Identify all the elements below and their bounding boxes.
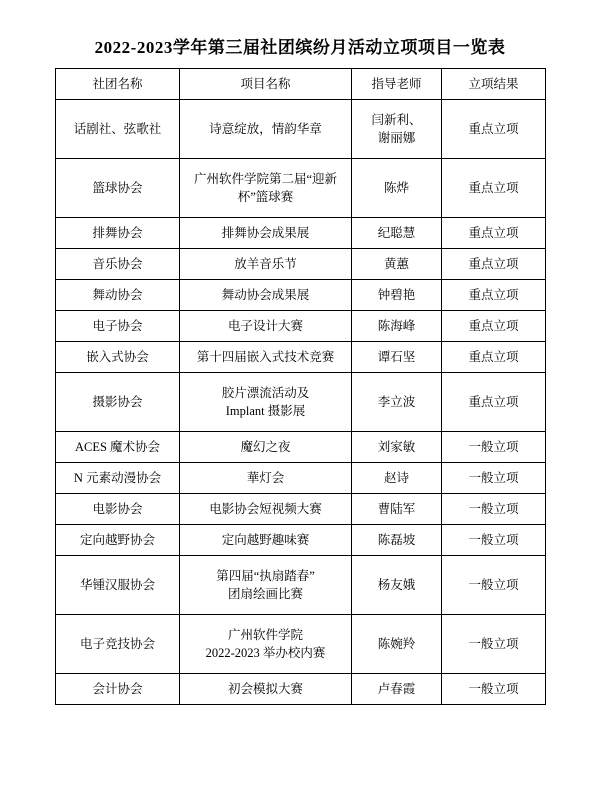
cell-teacher-name: 陈磊坡 bbox=[352, 525, 442, 556]
cell-result: 重点立项 bbox=[442, 218, 546, 249]
cell-project-name: 放羊音乐节 bbox=[180, 249, 352, 280]
cell-club-name: 舞动协会 bbox=[56, 280, 180, 311]
cell-result: 一般立项 bbox=[442, 432, 546, 463]
cell-project-name-line: 胶片漂流活动及 bbox=[221, 385, 310, 400]
table-row bbox=[56, 100, 546, 159]
cell-result: 重点立项 bbox=[442, 373, 546, 432]
cell-result: 一般立项 bbox=[442, 494, 546, 525]
cell-teacher-name: 李立波 bbox=[352, 373, 442, 432]
cell-project-name bbox=[180, 556, 352, 615]
table-row bbox=[56, 342, 546, 373]
cell-club-name: 音乐协会 bbox=[56, 249, 180, 280]
cell-project-name-line: Implant 摄影展 bbox=[225, 404, 306, 419]
table-body bbox=[56, 100, 546, 705]
cell-club-name: 华锺汉服协会 bbox=[56, 556, 180, 615]
cell-result: 一般立项 bbox=[442, 674, 546, 705]
cell-project-name bbox=[180, 373, 352, 432]
cell-club-name: N 元素动漫协会 bbox=[56, 463, 180, 494]
cell-project-name: 电影协会短视频大赛 bbox=[180, 494, 352, 525]
cell-result: 重点立项 bbox=[442, 280, 546, 311]
cell-project-name: 舞动协会成果展 bbox=[180, 280, 352, 311]
cell-club-name: 定向越野协会 bbox=[56, 525, 180, 556]
cell-teacher-name: 纪聪慧 bbox=[352, 218, 442, 249]
column-header-teacher: 指导老师 bbox=[352, 69, 442, 100]
table-row bbox=[56, 463, 546, 494]
cell-club-name: 排舞协会 bbox=[56, 218, 180, 249]
cell-teacher-name: 卢春霞 bbox=[352, 674, 442, 705]
cell-result: 重点立项 bbox=[442, 249, 546, 280]
cell-result: 重点立项 bbox=[442, 342, 546, 373]
cell-project-name-line: 2022-2023 举办校内赛 bbox=[205, 646, 326, 661]
cell-club-name: 会计协会 bbox=[56, 674, 180, 705]
page-title: 2022-2023学年第三届社团缤纷月活动立项项目一览表 bbox=[94, 38, 506, 57]
cell-result: 一般立项 bbox=[442, 463, 546, 494]
column-header-club: 社团名称 bbox=[56, 69, 180, 100]
table-row bbox=[56, 615, 546, 674]
column-header-project: 项目名称 bbox=[180, 69, 352, 100]
cell-teacher-name: 杨友娥 bbox=[352, 556, 442, 615]
cell-club-name: 嵌入式协会 bbox=[56, 342, 180, 373]
table-row bbox=[56, 525, 546, 556]
cell-project-name-line: 杯”篮球赛 bbox=[237, 190, 294, 205]
cell-project-name-line: 广州软件学院第二届“迎新 bbox=[193, 171, 338, 186]
cell-project-name: 魔幻之夜 bbox=[180, 432, 352, 463]
cell-teacher-name: 刘家敏 bbox=[352, 432, 442, 463]
cell-project-name: 电子设计大赛 bbox=[180, 311, 352, 342]
table-row bbox=[56, 280, 546, 311]
cell-teacher-name bbox=[352, 100, 442, 159]
cell-project-name bbox=[180, 159, 352, 218]
cell-teacher-name: 钟碧艳 bbox=[352, 280, 442, 311]
cell-project-name-line: 团扇绘画比赛 bbox=[227, 587, 303, 602]
table-row bbox=[56, 218, 546, 249]
table-row bbox=[56, 373, 546, 432]
cell-project-name-line: 广州软件学院 bbox=[227, 627, 303, 642]
cell-teacher-name: 谭石坚 bbox=[352, 342, 442, 373]
cell-project-name-line: 第四届“执扇踏春” bbox=[216, 568, 315, 583]
cell-result: 重点立项 bbox=[442, 100, 546, 159]
cell-project-name: 第十四届嵌入式技术竞赛 bbox=[180, 342, 352, 373]
cell-teacher-name: 曹陆军 bbox=[352, 494, 442, 525]
table-row bbox=[56, 432, 546, 463]
cell-project-name bbox=[180, 615, 352, 674]
cell-club-name: 电影协会 bbox=[56, 494, 180, 525]
cell-teacher-name-line: 闫新利、 bbox=[371, 112, 422, 127]
cell-result: 一般立项 bbox=[442, 556, 546, 615]
cell-club-name: 篮球协会 bbox=[56, 159, 180, 218]
cell-result: 一般立项 bbox=[442, 615, 546, 674]
cell-project-name: 華灯会 bbox=[180, 463, 352, 494]
cell-teacher-name: 黄蕙 bbox=[352, 249, 442, 280]
cell-club-name: 摄影协会 bbox=[56, 373, 180, 432]
table-row bbox=[56, 159, 546, 218]
cell-project-name: 定向越野趣味赛 bbox=[180, 525, 352, 556]
cell-result: 一般立项 bbox=[442, 525, 546, 556]
cell-club-name: 电子竞技协会 bbox=[56, 615, 180, 674]
cell-teacher-name-line: 谢丽娜 bbox=[377, 131, 416, 146]
cell-club-name: 话剧社、弦歌社 bbox=[56, 100, 180, 159]
cell-result: 重点立项 bbox=[442, 159, 546, 218]
cell-project-name: 诗意绽放，情韵华章 bbox=[180, 100, 352, 159]
column-header-result: 立项结果 bbox=[442, 69, 546, 100]
cell-teacher-name: 赵诗 bbox=[352, 463, 442, 494]
table-row bbox=[56, 674, 546, 705]
cell-project-name: 初会模拟大赛 bbox=[180, 674, 352, 705]
project-list-table bbox=[55, 68, 546, 705]
cell-result: 重点立项 bbox=[442, 311, 546, 342]
cell-teacher-name: 陈烨 bbox=[352, 159, 442, 218]
table-header bbox=[56, 69, 546, 100]
table-row bbox=[56, 494, 546, 525]
cell-project-name: 排舞协会成果展 bbox=[180, 218, 352, 249]
table-row bbox=[56, 249, 546, 280]
table-header-row bbox=[56, 69, 546, 100]
cell-club-name: 电子协会 bbox=[56, 311, 180, 342]
cell-teacher-name: 陈海峰 bbox=[352, 311, 442, 342]
table-row bbox=[56, 556, 546, 615]
cell-club-name: ACES 魔术协会 bbox=[56, 432, 180, 463]
cell-teacher-name: 陈婉羚 bbox=[352, 615, 442, 674]
table-row bbox=[56, 311, 546, 342]
